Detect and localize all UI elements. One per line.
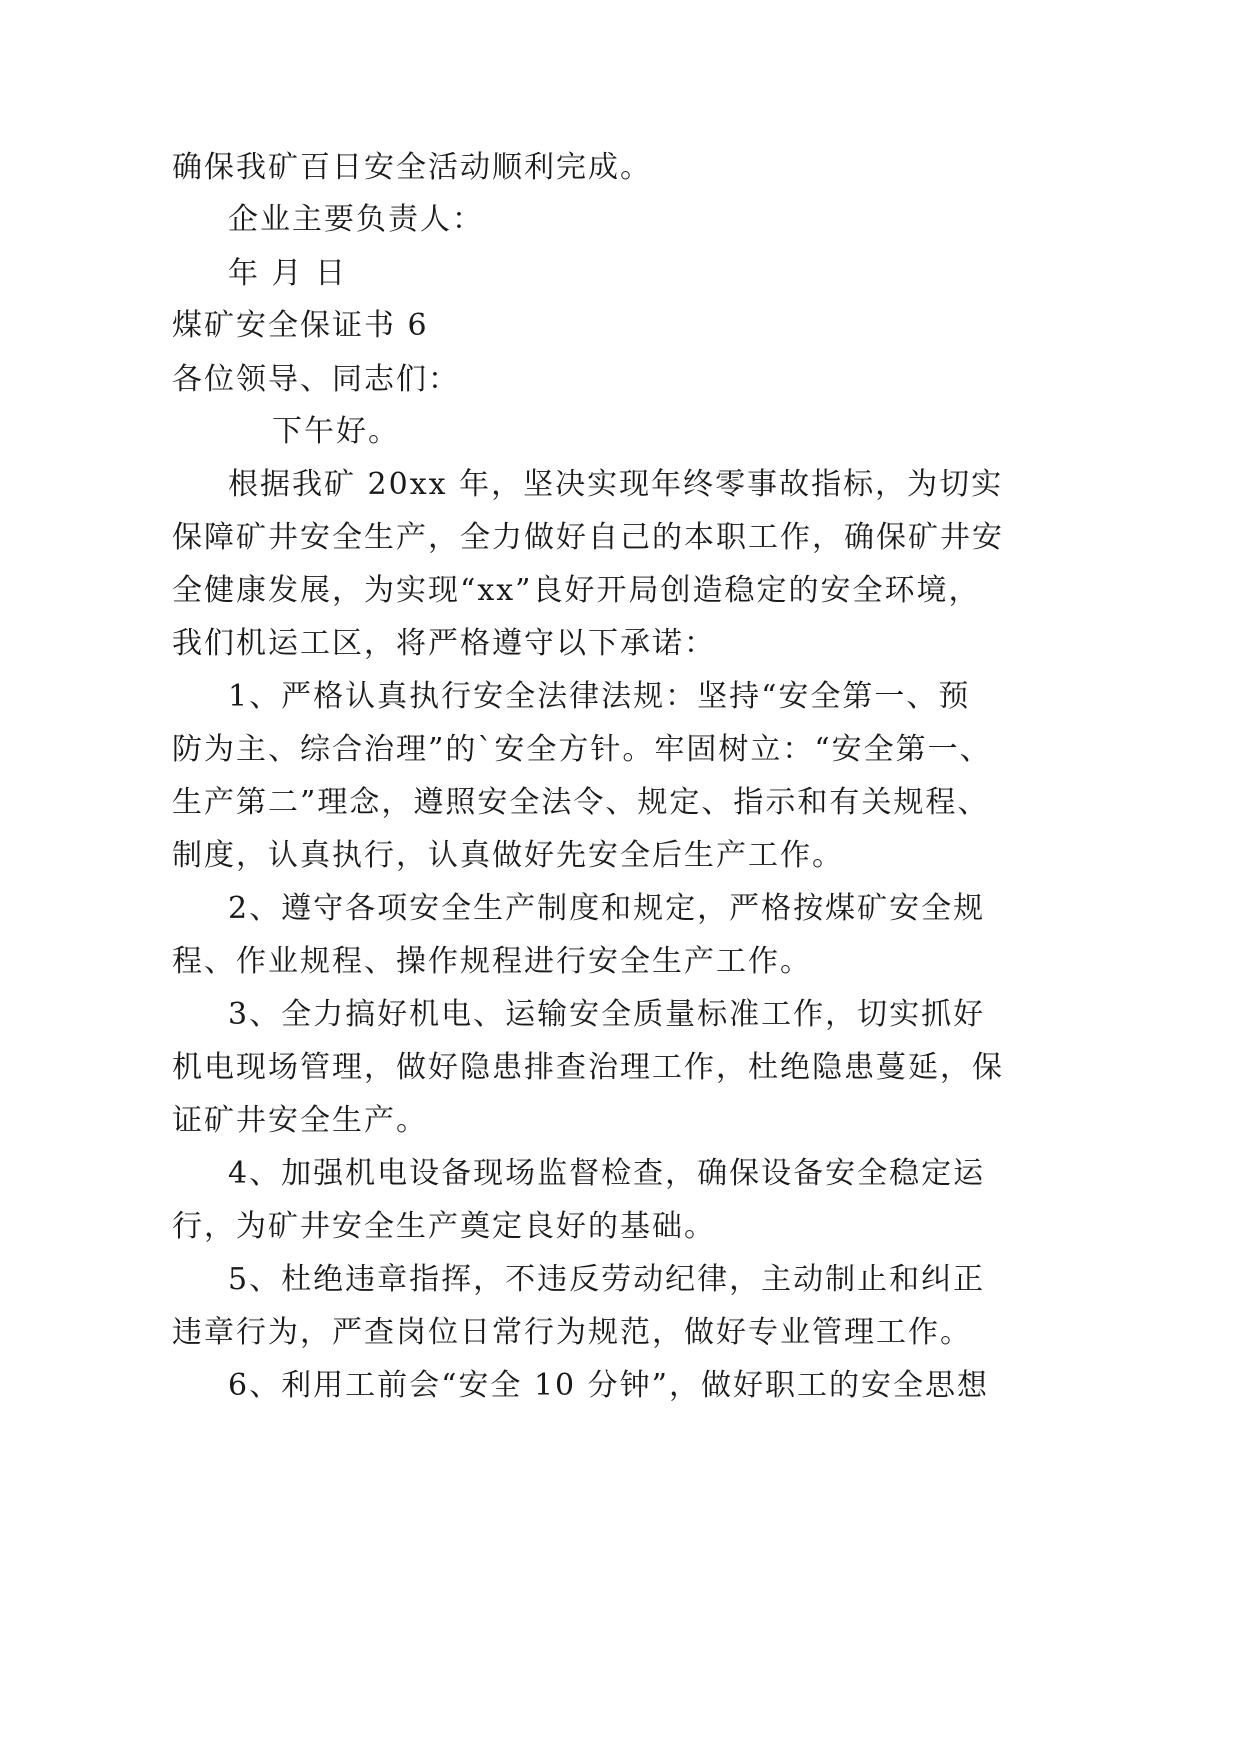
text-line: 4、加强机电设备现场监督检查，确保设备安全稳定运 (228, 1156, 986, 1191)
text-line: 根据我矿 20xx 年，坚决实现年终零事故指标，为切实 (228, 467, 1004, 502)
text-line: 确保我矿百日安全活动顺利完成。 (172, 150, 652, 185)
text-line: 我们机运工区，将严格遵守以下承诺： (172, 626, 716, 661)
text-line: 违章行为，严查岗位日常行为规范，做好专业管理工作。 (172, 1315, 972, 1350)
salutation: 各位领导、同志们： (172, 362, 460, 397)
text-line: 1、严格认真执行安全法律法规：坚持“安全第一、预 (228, 679, 971, 714)
text-line: 企业主要负责人： (228, 202, 484, 237)
text-line: 保障矿井安全生产，全力做好自己的本职工作，确保矿井安 (172, 520, 1004, 555)
text-line: 行，为矿井安全生产奠定良好的基础。 (172, 1209, 716, 1244)
text-line: 机电现场管理，做好隐患排查治理工作，杜绝隐患蔓延，保 (172, 1050, 1004, 1085)
text-line: 证矿井安全生产。 (172, 1103, 428, 1138)
text-line: 年 月 日 (228, 256, 348, 291)
text-line: 生产第二”理念，遵照安全法令、规定、指示和有关规程、 (172, 785, 990, 820)
text-line: 制度，认真执行，认真做好先安全后生产工作。 (172, 838, 844, 873)
text-line: 3、全力搞好机电、运输安全质量标准工作，切实抓好 (228, 997, 986, 1032)
text-line: 全健康发展，为实现“xx”良好开局创造稳定的安全环境， (172, 573, 981, 608)
greeting: 下午好。 (272, 414, 400, 449)
text-line: 2、遵守各项安全生产制度和规定，严格按煤矿安全规 (228, 891, 986, 926)
text-line: 6、利用工前会“安全 10 分钟”，做好职工的安全思想 (228, 1368, 990, 1403)
text-line: 程、作业规程、操作规程进行安全生产工作。 (172, 944, 812, 979)
section-title: 煤矿安全保证书 6 (172, 308, 429, 343)
text-line: 5、杜绝违章指挥，不违反劳动纪律，主动制止和纠正 (228, 1262, 986, 1297)
text-line: 防为主、综合治理”的`安全方针。牢固树立：“安全第一、 (172, 732, 992, 767)
